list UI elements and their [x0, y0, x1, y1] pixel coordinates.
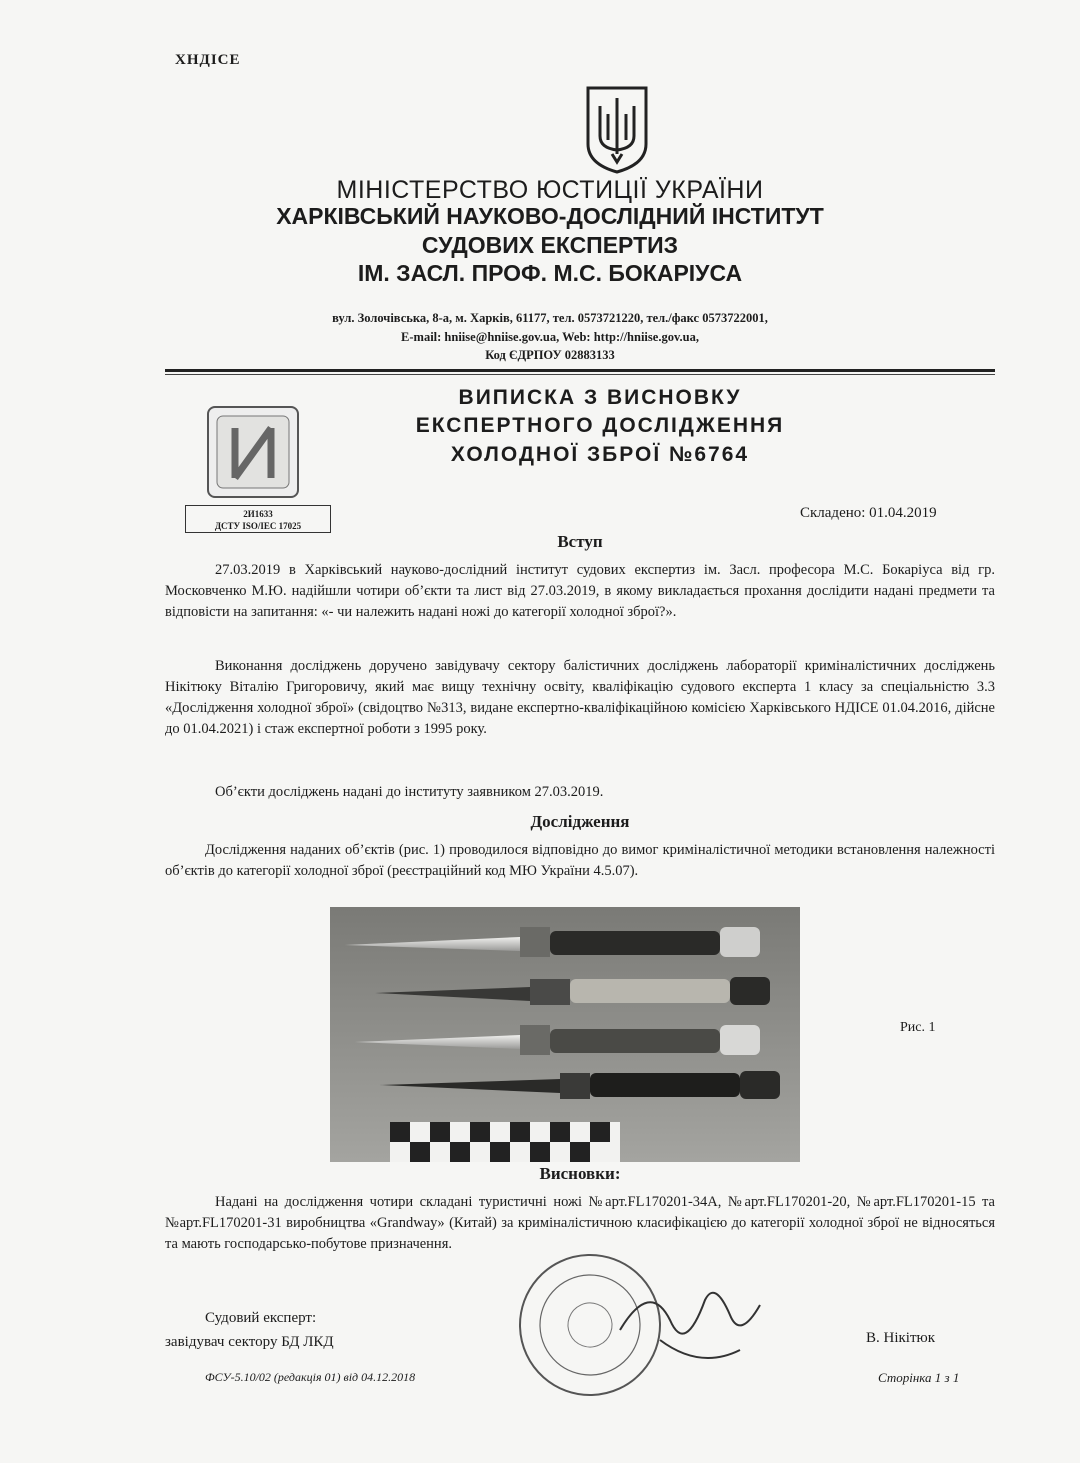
intro-heading: Вступ	[557, 532, 603, 551]
expert-name: В. Нікітюк	[866, 1330, 936, 1346]
institute-name-line3: ІМ. ЗАСЛ. ПРОФ. М.С. БОКАРІУСА	[357, 260, 743, 286]
intro-paragraph-1: 27.03.2019 в Харківський науково-дослідний інститут судових експертиз ім. Засл. професора М.С. Бокаріуса від гр. Московченко М.Ю. надійшли чотири об’єкти та лист від 27.03.2019, в якому викладається прохання дослідити надані предмети та відповісти на запитання: «- чи належить надані ножі до категорії холодної зброї?».	[165, 562, 995, 620]
address-line3: Код ЄДРПОУ 02883133	[485, 348, 615, 362]
research-paragraph: Дослідження наданих об’єктів (рис. 1) проводилося відповідно до вимог криміналістичної методики встановлення належності об’єктів до категорії холодної зброї (реєстраційний код МЮ України 4.5.07).	[165, 842, 995, 879]
intro-paragraph-3: Об’єкти досліджень надані до інституту заявником 27.03.2019.	[215, 784, 604, 800]
accreditation-standard: ДСТУ ISO/IEC 17025	[214, 521, 302, 531]
handwritten-signature-icon	[500, 1260, 800, 1400]
research-heading: Дослідження	[530, 812, 630, 831]
conclusions-heading: Висновки:	[539, 1164, 621, 1183]
expert-role-line2: завідувач сектору БД ЛКД	[165, 1334, 334, 1350]
scale-ruler	[390, 1122, 620, 1162]
header-tag: ХНДІСЕ	[175, 52, 241, 68]
expert-role-line1: Судовий експерт:	[205, 1310, 317, 1326]
document-title-line3: ХОЛОДНОЇ ЗБРОЇ №6764	[450, 443, 750, 466]
header-divider-thick	[165, 369, 995, 372]
figure-label: Рис. 1	[900, 1020, 936, 1035]
institute-name-line1: ХАРКІВСЬКИЙ НАУКОВО-ДОСЛІДНИЙ ІНСТИТУТ	[276, 203, 824, 229]
address-line1: вул. Золочівська, 8-а, м. Харків, 61177, тел. 0573721220, тел./факс 0573722001,	[332, 311, 768, 325]
document-title-line2: ЕКСПЕРТНОГО ДОСЛІДЖЕННЯ	[415, 414, 785, 437]
accreditation-logo	[207, 406, 299, 498]
form-code: ФСУ-5.10/02 (редакція 01) від 04.12.2018	[205, 1370, 416, 1384]
trident-emblem-icon	[582, 84, 652, 174]
ministry-name: МІНІСТЕРСТВО ЮСТИЦІЇ УКРАЇНИ	[336, 176, 764, 204]
institute-name-line2: СУДОВИХ ЕКСПЕРТИЗ	[421, 232, 679, 258]
address-line2: E-mail: hniise@hniise.gov.ua, Web: http://hniise.gov.ua,	[401, 330, 699, 344]
header-divider-thin	[165, 374, 995, 375]
compiled-date: Складено: 01.04.2019	[800, 505, 937, 521]
accreditation-code: 2И1633	[243, 509, 273, 519]
accreditation-certificate	[185, 505, 331, 533]
accreditation-logo-icon	[209, 408, 297, 496]
page-number: Сторінка 1 з 1	[878, 1370, 960, 1385]
document-title-line1: ВИПИСКА З ВИСНОВКУ	[458, 386, 742, 409]
knives-photo	[330, 907, 800, 1162]
conclusions-paragraph: Надані на дослідження чотири складані туристичні ножі №арт.FL170201-34A, №арт.FL170201-20, №арт.FL170201-15 та №арт.FL170201-31 виробництва «Grandway» (Китай) за криміналістичною класифікацією до категорії холодної зброї не відносяться та мають господарсько-побутове призначення.	[165, 1194, 995, 1252]
intro-paragraph-2: Виконання досліджень доручено завідувачу сектору балістичних досліджень лабораторії криміналістичних досліджень Нікітюку Віталію Григоровичу, який має вищу технічну освіту, кваліфікацію судового експерта 1 класу за спеціальністю 3.3 «Дослідження холодної зброї» (свідоцтво №313, видане експертно-кваліфікаційною комісією Харківського НДІСЕ 01.04.2016, дійсне до 01.04.2021) і стаж експертної роботи з 1995 року.	[165, 658, 995, 737]
